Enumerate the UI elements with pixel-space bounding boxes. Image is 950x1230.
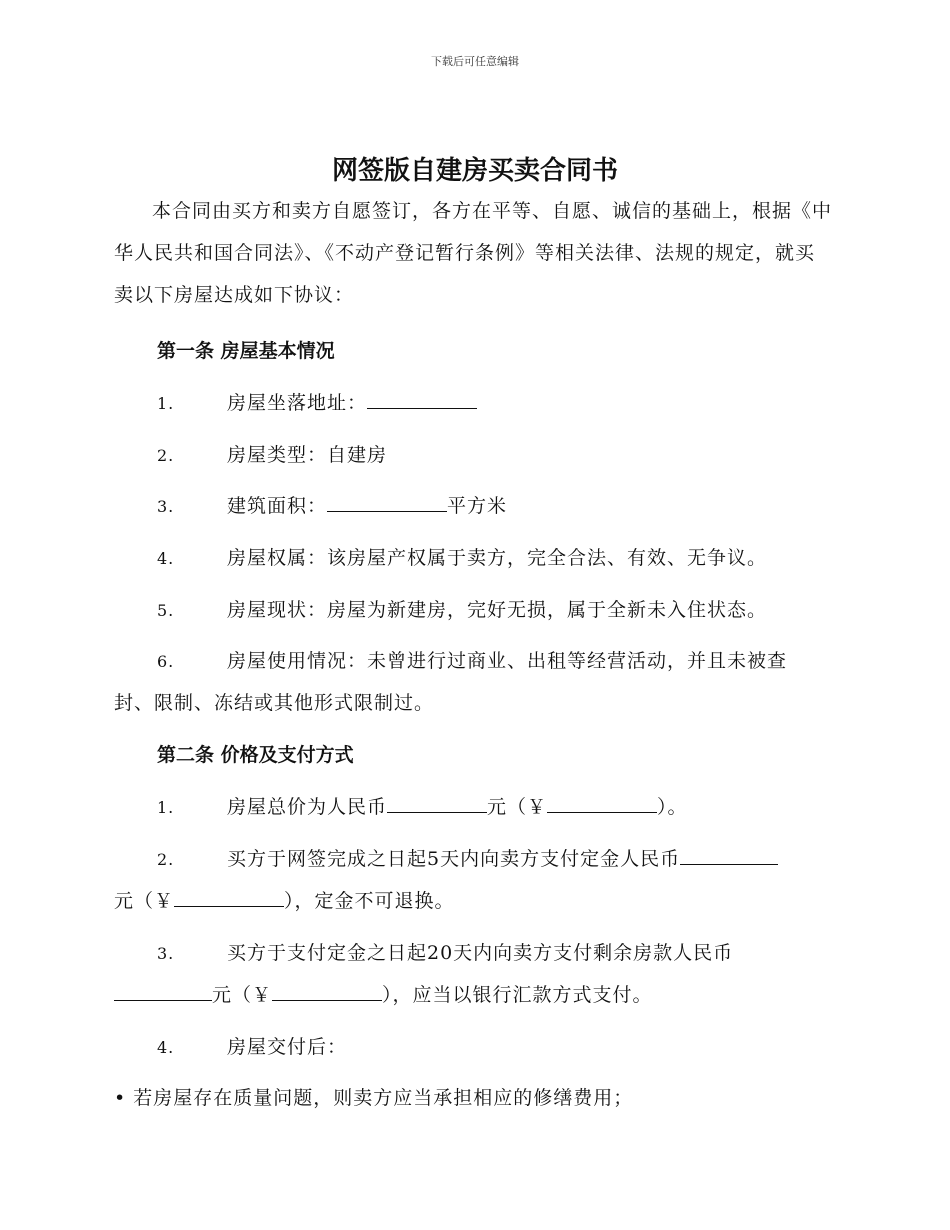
blank-field [114, 982, 212, 1001]
section-1-heading: 第一条 房屋基本情况 [157, 340, 335, 362]
item-number: 1. [157, 394, 175, 413]
list-item: 6. 房屋使用情况：未曾进行过商业、出租等经营活动，并且未被查 [157, 650, 788, 672]
blank-field [327, 493, 447, 512]
bullet-item: • 若房屋存在质量问题，则卖方应当承担相应的修缮费用； [114, 1087, 634, 1109]
blank-field [547, 794, 657, 813]
list-item: 3. 建筑面积： 平方米 [157, 495, 508, 517]
list-item: 4. 房屋权属：该房屋产权属于卖方，完全合法、有效、无争议。 [157, 547, 768, 569]
list-item: 1. 房屋总价为人民币 元（￥ ）。 [157, 796, 688, 818]
intro-paragraph: 本合同由买方和卖方自愿签订，各方在平等、自愿、诚信的基础上，根据《中华人民共和国合同法》、《不动产登记暂行条例》等相关法律、法规的规定，就买卖以下房屋达成如下协议： [114, 200, 833, 306]
list-item-continuation: 元（￥ ），定金不可退换。 [114, 890, 455, 912]
item-number: 6. [157, 652, 175, 671]
list-item: 2. 房屋类型：自建房 [157, 444, 388, 466]
list-item: 1. 房屋坐落地址： [157, 388, 847, 415]
list-item: 2. 买方于网签完成之日起5天内向卖方支付定金人民币 [157, 844, 847, 871]
list-item-continuation: 封、限制、冻结或其他形式限制过。 [114, 692, 435, 714]
blank-field [680, 846, 778, 865]
item-number: 3. [157, 944, 175, 963]
page-header: 下载后可任意编辑 [431, 55, 519, 68]
item-number: 4. [157, 1038, 175, 1057]
item-number: 2. [157, 446, 175, 465]
list-item: 3. 买方于支付定金之日起20天内向卖方支付剩余房款人民币 [157, 942, 734, 964]
item-number: 2. [157, 850, 175, 869]
blank-field [174, 888, 284, 907]
list-item-continuation: 元（￥ ），应当以银行汇款方式支付。 [114, 980, 844, 1007]
section-2-heading: 第二条 价格及支付方式 [157, 744, 354, 766]
blank-field [387, 794, 487, 813]
item-number: 5. [157, 601, 175, 620]
item-number: 1. [157, 798, 175, 817]
document-title: 网签版自建房买卖合同书 [331, 156, 618, 186]
blank-field [272, 982, 382, 1001]
item-number: 3. [157, 497, 175, 516]
list-item: 5. 房屋现状：房屋为新建房，完好无损，属于全新未入住状态。 [157, 599, 768, 621]
blank-field [367, 390, 477, 409]
item-number: 4. [157, 549, 175, 568]
list-item: 4. 房屋交付后： [157, 1036, 348, 1058]
